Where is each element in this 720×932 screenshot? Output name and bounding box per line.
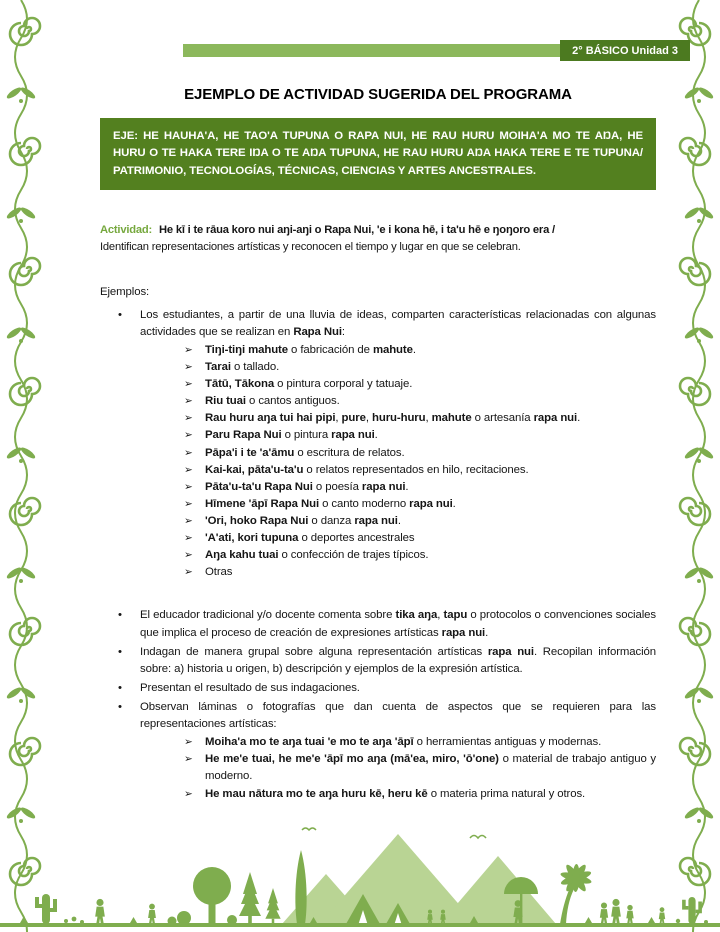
sub-list-item bbox=[184, 786, 656, 803]
sub-list-item bbox=[184, 479, 656, 496]
list-item-text: Pāpa'i i te 'a'āmu o escritura de relatos. bbox=[205, 446, 405, 459]
bullet-icon: • bbox=[118, 308, 122, 321]
list-item-text: Observan láminas o fotografías que dan cuenta de aspectos que se requieren para las representaciones artísticas: bbox=[140, 701, 656, 731]
list-item-text: Los estudiantes, a partir de una lluvia de ideas, comparten características relacionadas con algunas actividades que se realizan en Rapa Nui: bbox=[140, 308, 656, 338]
list-item-text: 'A'ati, kori tupuna o deportes ancestrales bbox=[205, 532, 415, 545]
list-item-text: Aŋa kahu tuai o confección de trajes típicos. bbox=[205, 549, 429, 562]
bullet-block bbox=[100, 644, 656, 678]
landscape-silhouette-art bbox=[0, 820, 720, 932]
list-item-text: Presentan el resultado de sus indagaciones. bbox=[140, 681, 360, 694]
examples-list bbox=[100, 307, 656, 803]
list-item bbox=[118, 307, 656, 341]
activity-paragraph bbox=[100, 222, 656, 257]
list-item-text: El educador tradicional y/o docente comenta sobre tika aŋa, tapu o protocolos o convenciones sociales que implica el proceso de creación de expresiones artísticas rapa nui. bbox=[140, 609, 656, 639]
sub-list bbox=[100, 342, 656, 582]
arrow-bullet-icon: ➢ bbox=[184, 787, 193, 800]
bullet-icon: • bbox=[118, 609, 122, 622]
activity-label: Actividad: bbox=[100, 223, 153, 236]
list-item-text: Rau huru aŋa tui hai pipi, pure, huru-huru, mahute o artesanía rapa nui. bbox=[205, 412, 581, 425]
bullet-block bbox=[100, 307, 656, 582]
arrow-bullet-icon: ➢ bbox=[184, 753, 193, 766]
list-item bbox=[118, 680, 656, 697]
list-item-text: Riu tuai o cantos antiguos. bbox=[205, 395, 340, 408]
arrow-bullet-icon: ➢ bbox=[184, 378, 193, 391]
bullet-block bbox=[100, 680, 656, 697]
sub-list-item bbox=[184, 564, 656, 581]
arrow-bullet-icon: ➢ bbox=[184, 566, 193, 579]
sub-list-item bbox=[184, 496, 656, 513]
activity-translation-text: Identifican representaciones artísticas y reconocen el tiempo y lugar en que se celebran. bbox=[100, 241, 521, 254]
list-item-text: Tiŋi-tiŋi mahute o fabricación de mahute. bbox=[205, 343, 416, 356]
sub-list-item bbox=[184, 376, 656, 393]
list-item-text: Tarai o tallado. bbox=[205, 361, 280, 374]
sub-list-item bbox=[184, 393, 656, 410]
decorative-border-right bbox=[676, 0, 720, 932]
list-item-text: Otras bbox=[205, 566, 233, 579]
list-item-text: 'Ori, hoko Rapa Nui o danza rapa nui. bbox=[205, 515, 401, 528]
arrow-bullet-icon: ➢ bbox=[184, 395, 193, 408]
eje-box bbox=[100, 118, 656, 190]
list-item-text: He me'e tuai, he me'e 'āpī mo aŋa (mā'ea, miro, 'ō'one) o material de trabajo antiguo y moderno. bbox=[205, 753, 656, 783]
arrow-bullet-icon: ➢ bbox=[184, 361, 193, 374]
arrow-bullet-icon: ➢ bbox=[184, 343, 193, 356]
sub-list-item bbox=[184, 445, 656, 462]
arrow-bullet-icon: ➢ bbox=[184, 497, 193, 510]
list-item-text: Paru Rapa Nui o pintura rapa nui. bbox=[205, 429, 378, 442]
list-item-text: Moiha'a mo te aŋa tuai 'e mo te aŋa 'āpī o herramientas antiguas y modernas. bbox=[205, 736, 602, 749]
sub-list-item bbox=[184, 359, 656, 376]
sub-list-item bbox=[184, 751, 656, 785]
sub-list-item bbox=[184, 410, 656, 427]
ejemplos-label: Ejemplos: bbox=[100, 285, 150, 298]
eje-text: EJE: HE HAUHA'A, HE TAO'A TUPUNA O RAPA NUI, HE RAU HURU MOIHA'A MO TE AŊA, HE HURU O TE HAKA TERE IŊA O TE AŊA TUPUNA, HE RAU HURU AŊA HAKA TERE E TE TUPUNA/ PATRIMONIO, TECNOLOGÍAS, TÉCNICAS, CIENCIAS Y ARTES ANCESTRALES. bbox=[113, 130, 643, 177]
arrow-bullet-icon: ➢ bbox=[184, 412, 193, 425]
arrow-bullet-icon: ➢ bbox=[184, 463, 193, 476]
bullet-icon: • bbox=[118, 645, 122, 658]
activity-rapanui-text: He kī i te rāua koro nui aŋi-aŋi o Rapa Nui, 'e i kona hē, i ta'u hē e ŋoŋoro era / bbox=[159, 223, 555, 236]
list-item-text: Pāta'u-ta'u Rapa Nui o poesía rapa nui. bbox=[205, 480, 409, 493]
list-item-text: Tātū, Tākona o pintura corporal y tatuaje. bbox=[205, 378, 413, 391]
unit-badge-label: 2° BÁSICO Unidad 3 bbox=[572, 44, 678, 57]
bullet-icon: • bbox=[118, 701, 122, 713]
sub-list-item bbox=[184, 547, 656, 564]
arrow-bullet-icon: ➢ bbox=[184, 515, 193, 528]
list-item bbox=[118, 607, 656, 641]
bullet-icon: • bbox=[118, 681, 122, 694]
list-item-text: Kai-kai, pāta'u-ta'u o relatos representados en hilo, recitaciones. bbox=[205, 463, 529, 476]
sub-list-item bbox=[184, 734, 656, 751]
bullet-block bbox=[100, 607, 656, 641]
sub-list-item bbox=[184, 427, 656, 444]
sub-list-item bbox=[184, 513, 656, 530]
list-item bbox=[118, 699, 656, 733]
document-content bbox=[100, 86, 656, 805]
sub-list-item bbox=[184, 462, 656, 479]
unit-badge bbox=[560, 40, 690, 61]
sub-list-item bbox=[184, 342, 656, 359]
sub-list-item bbox=[184, 530, 656, 547]
list-item bbox=[118, 644, 656, 678]
decorative-border-left bbox=[0, 0, 44, 932]
list-item-text: He mau nātura mo te aŋa huru kē, heru kē o materia prima natural y otros. bbox=[205, 787, 586, 800]
arrow-bullet-icon: ➢ bbox=[184, 429, 193, 442]
list-item-text: Hīmene 'āpī Rapa Nui o canto moderno rapa nui. bbox=[205, 497, 456, 510]
arrow-bullet-icon: ➢ bbox=[184, 480, 193, 493]
arrow-bullet-icon: ➢ bbox=[184, 549, 193, 562]
list-item-text: Indagan de manera grupal sobre alguna representación artísticas rapa nui. Recopilan información sobre: a) historia u origen, b) descripción y ejemplos de la expresión artística. bbox=[140, 645, 657, 675]
arrow-bullet-icon: ➢ bbox=[184, 532, 193, 545]
arrow-bullet-icon: ➢ bbox=[184, 446, 193, 459]
page-title: EJEMPLO DE ACTIVIDAD SUGERIDA DEL PROGRAMA bbox=[184, 86, 572, 103]
bullet-block bbox=[100, 699, 656, 803]
sub-list bbox=[100, 734, 656, 802]
arrow-bullet-icon: ➢ bbox=[184, 736, 193, 749]
